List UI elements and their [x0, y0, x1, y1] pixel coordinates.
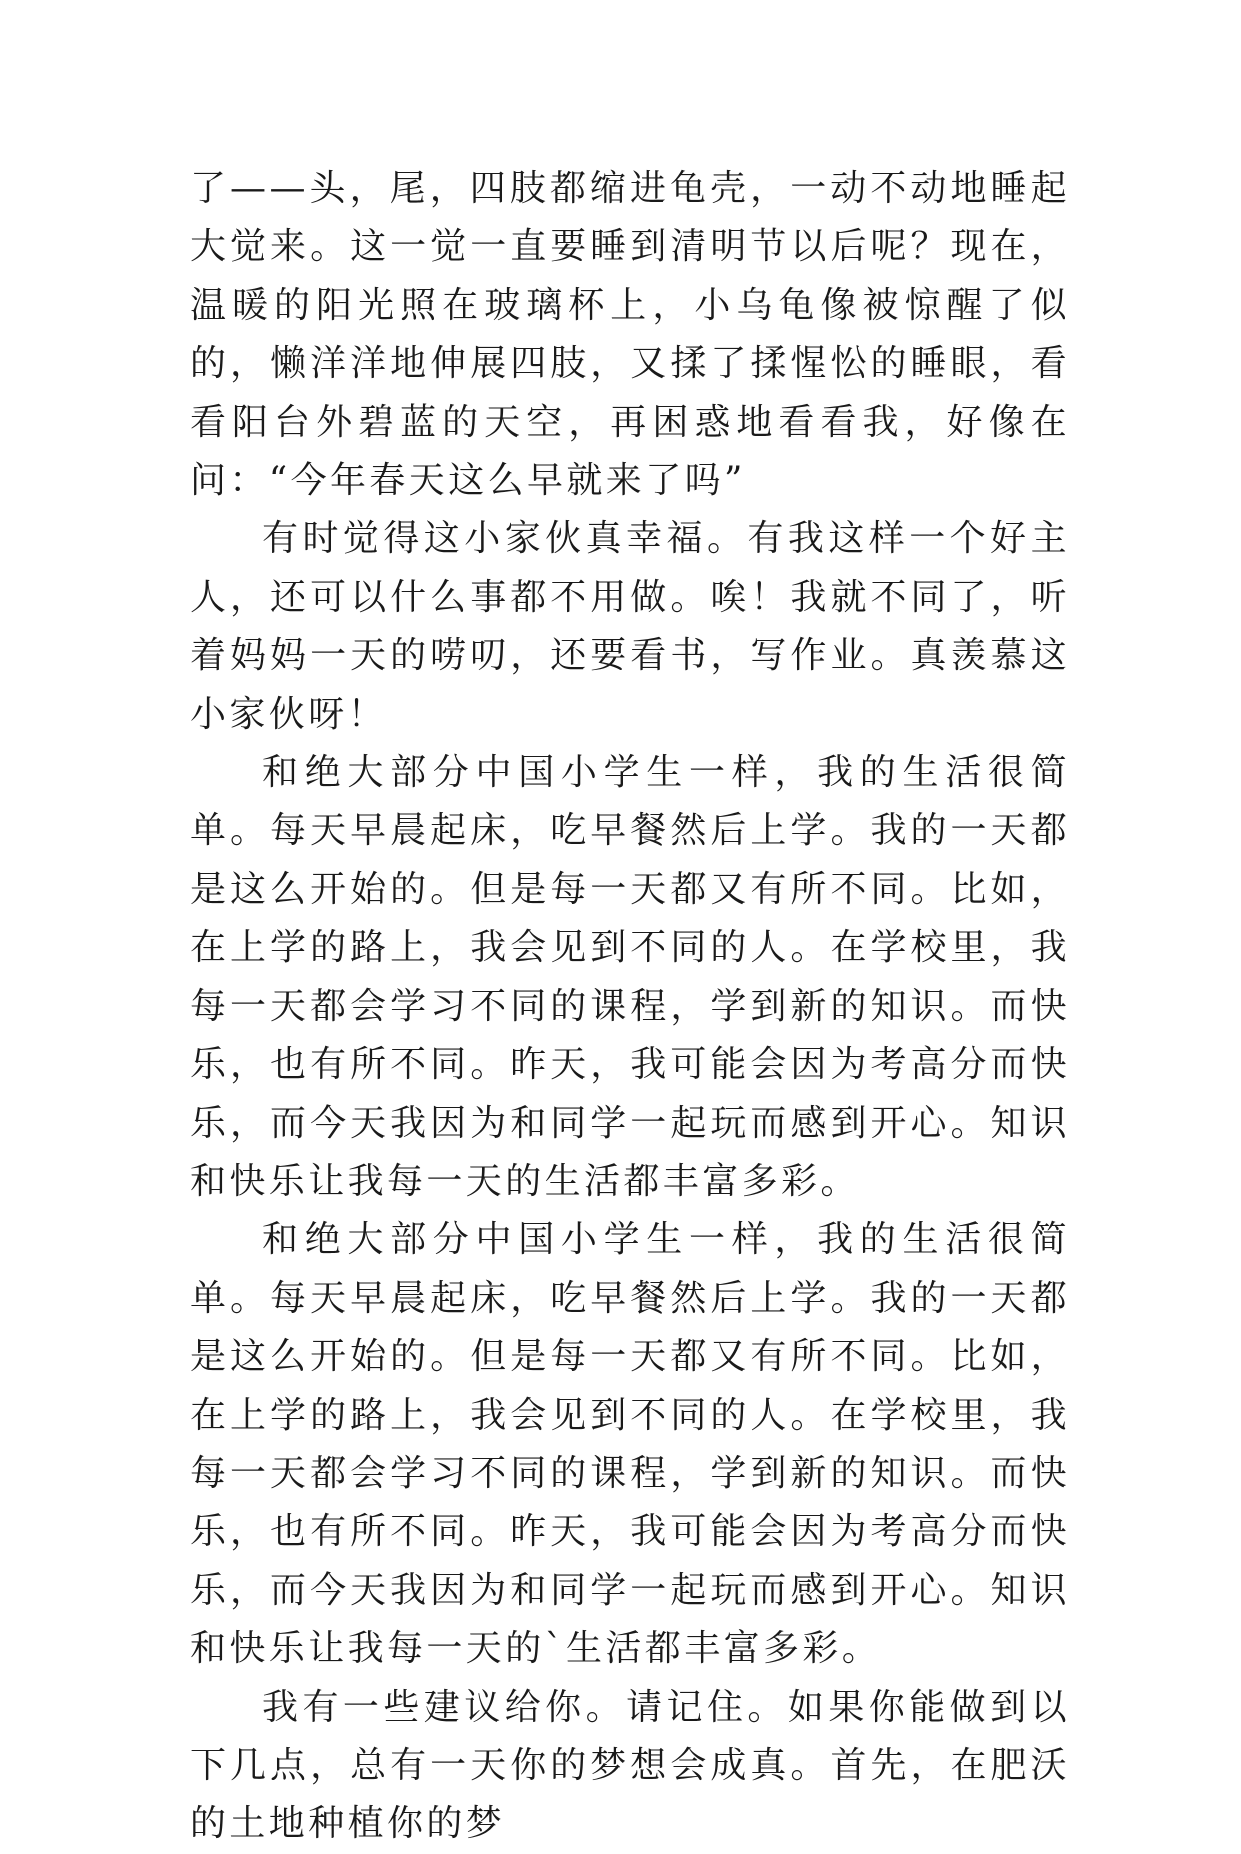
paragraph-1: 了——头，尾，四肢都缩进龟壳，一动不动地睡起大觉来。这一觉一直要睡到清明节以后呢？现在，温暖的阳光照在玻璃杯上，小乌龟像被惊醒了似的，懒洋洋地伸展四肢，又揉了揉惺忪的睡眼，看看阳台外碧蓝的天空，再困惑地看看我，好像在问：“今年春天这么早就来了吗” — [190, 168, 1070, 502]
document-body — [190, 160, 1070, 1854]
paragraph-2: 有时觉得这小家伙真幸福。有我这样一个好主人，还可以什么事都不用做。唉！我就不同了，听着妈妈一天的唠叨，还要看书，写作业。真羡慕这小家伙呀！ — [190, 518, 1070, 735]
paragraph-3: 和绝大部分中国小学生一样，我的生活很简单。每天早晨起床，吃早餐然后上学。我的一天都是这么开始的。但是每一天都又有所不同。比如，在上学的路上，我会见到不同的人。在学校里，我每一天都会学习不同的课程，学到新的知识。而快乐，也有所不同。昨天，我可能会因为考高分而快乐，而今天我因为和同学一起玩而感到开心。知识和快乐让我每一天的生活都丰富多彩。 — [190, 752, 1070, 1202]
paragraph-5: 我有一些建议给你。请记住。如果你能做到以下几点，总有一天你的梦想会成真。首先，在肥沃的土地种植你的梦 — [190, 1686, 1070, 1845]
paragraph-4: 和绝大部分中国小学生一样，我的生活很简单。每天早晨起床，吃早餐然后上学。我的一天都是这么开始的。但是每一天都又有所不同。比如，在上学的路上，我会见到不同的人。在学校里，我每一天都会学习不同的课程，学到新的知识。而快乐，也有所不同。昨天，我可能会因为考高分而快乐，而今天我因为和同学一起玩而感到开心。知识和快乐让我每一天的`生活都丰富多彩。 — [190, 1219, 1070, 1670]
